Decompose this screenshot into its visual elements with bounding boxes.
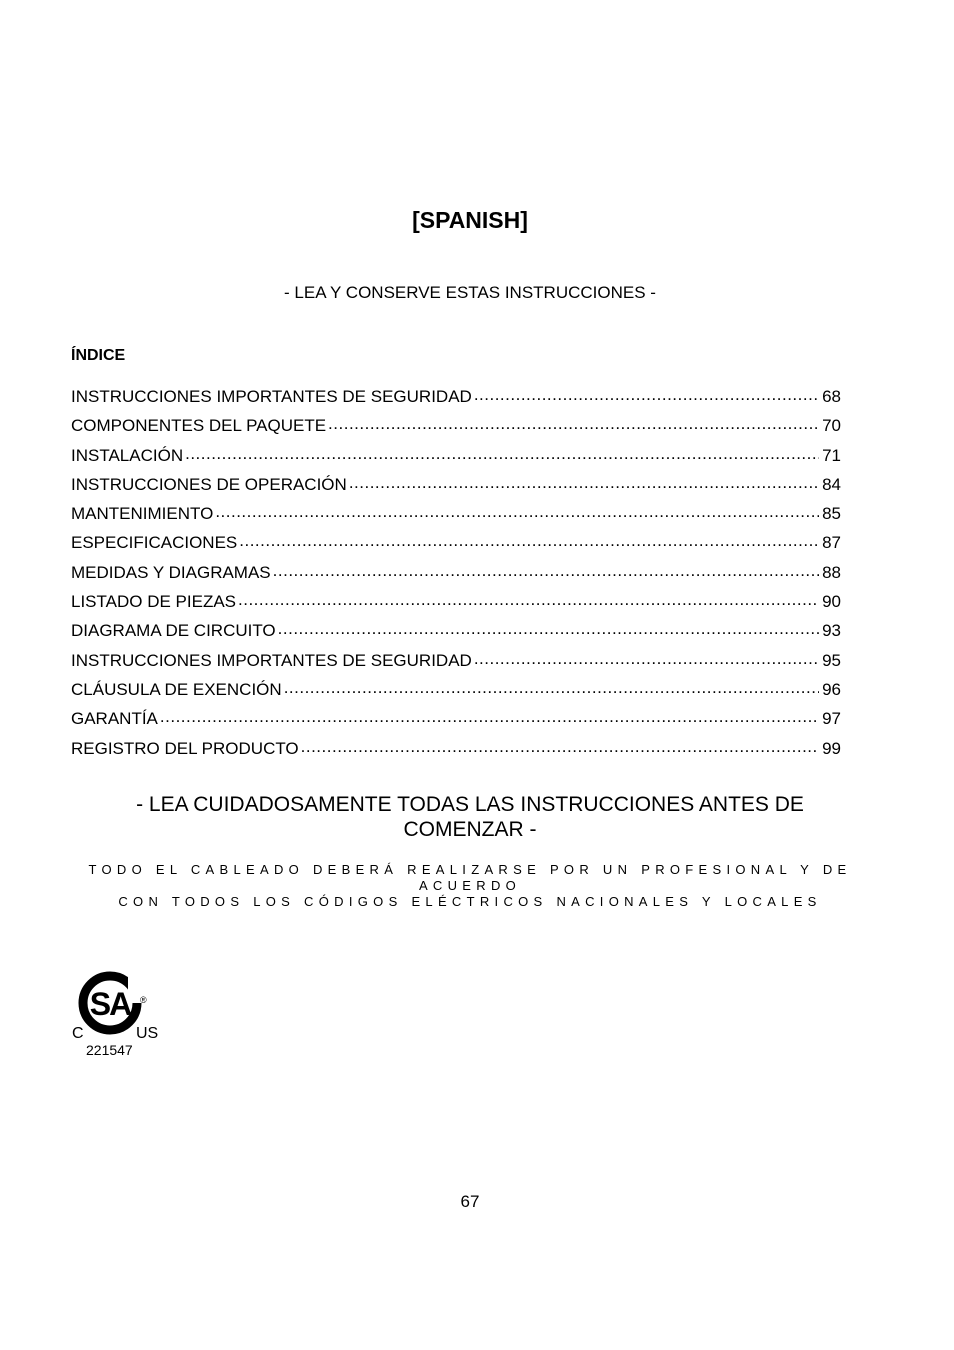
wiring-note-line-2: CON TODOS LOS CÓDIGOS ELÉCTRICOS NACIONALES Y LOCALES [118, 894, 822, 909]
toc-entry-page: 93 [822, 621, 841, 641]
toc-entry-page: 71 [822, 445, 841, 465]
toc-entry [71, 444, 841, 473]
page-subtitle: - LEA Y CONSERVE ESTAS INSTRUCCIONES - [284, 283, 656, 302]
toc-entry-page: 88 [822, 562, 841, 582]
toc-entry-label: DIAGRAMA DE CIRCUITO [71, 621, 276, 641]
toc-entry [71, 678, 841, 707]
toc-leader-dots [328, 414, 819, 431]
toc-entry-label: LISTADO DE PIEZAS [71, 592, 237, 612]
toc-entry [71, 707, 841, 736]
canada-label: C [72, 1025, 84, 1042]
toc-entry-page: 68 [822, 387, 841, 406]
toc-entry-label: ESPECIFICACIONES [71, 533, 238, 553]
toc-entry-label: INSTRUCCIONES IMPORTANTES DE SEGURIDAD [71, 650, 472, 670]
toc-entry-page: 70 [822, 416, 841, 436]
toc-leader-dots [160, 707, 819, 724]
toc-entry-page: 97 [822, 709, 841, 729]
page-number: 67 [460, 1192, 480, 1211]
index-heading: ÍNDICE [71, 347, 126, 364]
toc-leader-dots [215, 502, 819, 519]
certification-number: 221547 [86, 1042, 133, 1058]
toc-entry-page: 99 [822, 738, 841, 758]
wiring-note-line-1: TODO EL CABLEADO DEBERÁ REALIZARSE POR UN PROFESIONAL Y DE ACUERDO [88, 862, 852, 893]
toc-entry-label: INSTRUCCIONES IMPORTANTES DE SEGURIDAD [71, 387, 472, 406]
toc-entry-page: 85 [822, 504, 841, 524]
toc-entry-page: 96 [822, 679, 841, 699]
wiring-note [40, 862, 900, 910]
toc-entry [71, 561, 841, 590]
toc-entry [71, 737, 841, 766]
toc-entry [71, 649, 841, 678]
toc-entry-label: INSTALACIÓN [71, 445, 184, 465]
toc-leader-dots [349, 473, 819, 490]
toc-entry-label: GARANTÍA [71, 709, 158, 729]
toc-entry-label: COMPONENTES DEL PAQUETE [71, 416, 327, 436]
toc-entry-page: 84 [822, 474, 841, 494]
toc-entry-label: CLÁUSULA DE EXENCIÓN [71, 679, 282, 699]
toc-entry-label: REGISTRO DEL PRODUCTO [71, 738, 299, 758]
usa-label: US [136, 1025, 159, 1042]
toc-leader-dots [273, 561, 819, 578]
table-of-contents [71, 385, 841, 766]
toc-entry-label: MANTENIMIENTO [71, 504, 214, 524]
registered-mark: ® [140, 995, 147, 1005]
toc-entry-label: INSTRUCCIONES DE OPERACIÓN [71, 474, 347, 494]
toc-leader-dots [474, 649, 819, 666]
toc-leader-dots [238, 590, 819, 607]
toc-leader-dots [239, 531, 819, 548]
read-instructions-warning: - LEA CUIDADOSAMENTE TODAS LAS INSTRUCCIONES ANTES DE COMENZAR - [136, 793, 804, 841]
toc-leader-dots [284, 678, 819, 695]
toc-entry [71, 473, 841, 502]
toc-entry-page: 95 [822, 650, 841, 670]
toc-entry [71, 502, 841, 531]
toc-entry-page: 87 [822, 533, 841, 553]
page-title: [SPANISH] [412, 207, 528, 233]
toc-entry [71, 414, 841, 443]
toc-entry [71, 619, 841, 648]
toc-leader-dots [474, 385, 819, 402]
toc-entry [71, 531, 841, 560]
toc-leader-dots [278, 619, 819, 636]
toc-entry [71, 590, 841, 619]
toc-entry [71, 385, 841, 414]
csa-mark-text: SA [89, 986, 131, 1022]
toc-entry-page: 90 [822, 592, 841, 612]
toc-entry-label: MEDIDAS Y DIAGRAMAS [71, 562, 271, 582]
toc-leader-dots [301, 737, 819, 754]
toc-leader-dots [185, 444, 819, 461]
csa-certification-icon [72, 968, 167, 1063]
